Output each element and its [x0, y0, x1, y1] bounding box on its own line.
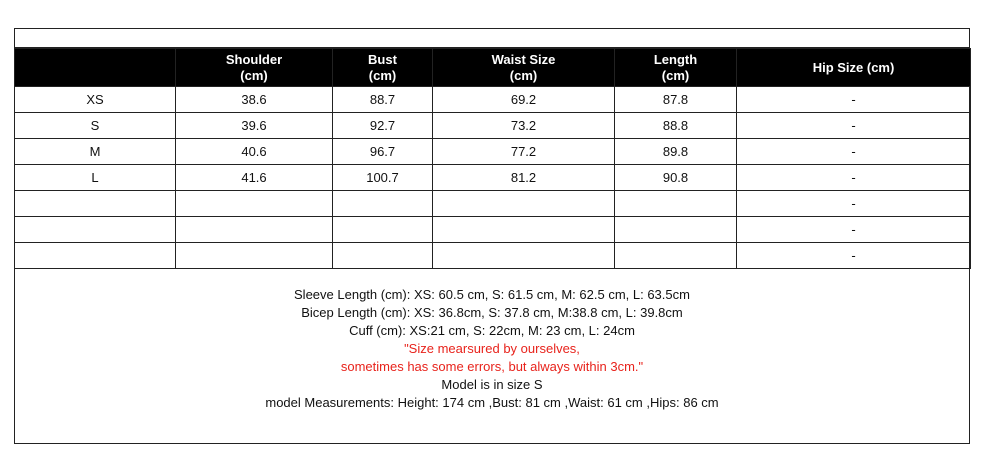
length-cell	[615, 217, 737, 243]
length-cell	[615, 191, 737, 217]
length-cell: 89.8	[615, 139, 737, 165]
size-cell: S	[15, 113, 176, 139]
length-cell: 90.8	[615, 165, 737, 191]
table-row	[15, 191, 971, 217]
model-size-note: Model is in size S	[441, 377, 543, 392]
table-row	[15, 139, 971, 165]
size-cell: L	[15, 165, 176, 191]
measurement-warning-line-2: sometimes has some errors, but always within 3cm."	[340, 359, 644, 374]
size-header	[15, 49, 176, 87]
size-table	[14, 48, 971, 269]
shoulder-cell	[176, 217, 333, 243]
length-cell: 87.8	[615, 87, 737, 113]
hip-size-cell: -	[737, 87, 971, 113]
waist-size-cell: 69.2	[433, 87, 615, 113]
shoulder-cell: 39.6	[176, 113, 333, 139]
cuff-note: Cuff (cm): XS:21 cm, S: 22cm, M: 23 cm, L: 24cm	[349, 323, 635, 338]
shoulder-cell: 40.6	[176, 139, 333, 165]
sleeve-length-note: Sleeve Length (cm): XS: 60.5 cm, S: 61.5 cm, M: 62.5 cm, L: 63.5cm	[294, 287, 690, 302]
bust-cell: 88.7	[333, 87, 433, 113]
hip-size-header: Hip Size (cm)	[737, 49, 971, 87]
shoulder-cell: 38.6	[176, 87, 333, 113]
hip-size-cell: -	[737, 217, 971, 243]
table-row	[15, 165, 971, 191]
shoulder-header: Shoulder (cm)	[176, 49, 333, 87]
waist-size-header: Waist Size (cm)	[433, 49, 615, 87]
size-chart	[14, 28, 970, 444]
table-body	[15, 87, 971, 269]
table-row	[15, 87, 971, 113]
hip-size-cell: -	[737, 191, 971, 217]
notes-section	[15, 269, 969, 412]
bust-cell	[333, 217, 433, 243]
length-cell	[615, 243, 737, 269]
model-measurements-note: model Measurements: Height: 174 cm ,Bust: 81 cm ,Waist: 61 cm ,Hips: 86 cm	[265, 395, 719, 410]
shoulder-cell: 41.6	[176, 165, 333, 191]
size-cell: XS	[15, 87, 176, 113]
size-cell	[15, 243, 176, 269]
bicep-length-note: Bicep Length (cm): XS: 36.8cm, S: 37.8 cm, M:38.8 cm, L: 39.8cm	[301, 305, 683, 320]
bust-cell	[333, 191, 433, 217]
waist-size-cell: 77.2	[433, 139, 615, 165]
header-row	[15, 49, 971, 87]
bust-cell	[333, 243, 433, 269]
waist-size-cell	[433, 191, 615, 217]
size-cell	[15, 191, 176, 217]
table-row	[15, 243, 971, 269]
hip-size-cell: -	[737, 139, 971, 165]
length-cell: 88.8	[615, 113, 737, 139]
waist-size-cell: 73.2	[433, 113, 615, 139]
shoulder-cell	[176, 243, 333, 269]
bust-cell: 92.7	[333, 113, 433, 139]
hip-size-cell: -	[737, 165, 971, 191]
bust-cell: 96.7	[333, 139, 433, 165]
top-strip	[15, 29, 969, 48]
waist-size-cell: 81.2	[433, 165, 615, 191]
table-header	[15, 49, 971, 87]
size-cell	[15, 217, 176, 243]
hip-size-cell: -	[737, 243, 971, 269]
waist-size-cell	[433, 243, 615, 269]
length-header: Length (cm)	[615, 49, 737, 87]
bust-cell: 100.7	[333, 165, 433, 191]
bust-header: Bust (cm)	[333, 49, 433, 87]
table-row	[15, 113, 971, 139]
size-cell: M	[15, 139, 176, 165]
waist-size-cell	[433, 217, 615, 243]
hip-size-cell: -	[737, 113, 971, 139]
measurement-warning-line-1: "Size mearsured by ourselves,	[404, 341, 580, 356]
shoulder-cell	[176, 191, 333, 217]
table-row	[15, 217, 971, 243]
